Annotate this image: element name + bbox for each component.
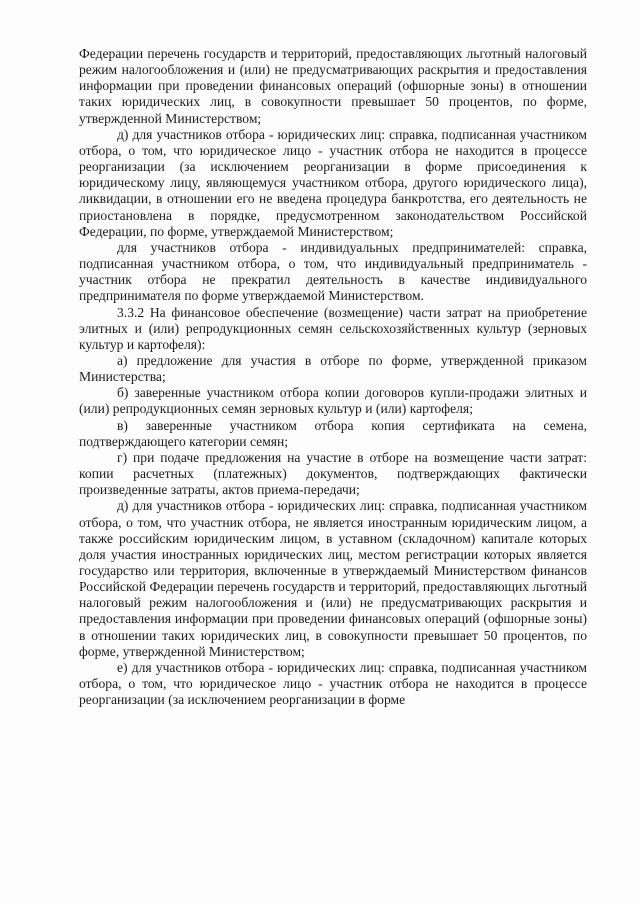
paragraph-item-d-foreign: д) для участников отбора - юридических лиц: справка, подписанная участником отбора, о том, что участник отбора, не является иностранным юридическим лицом, а также российским юридическим лицом, в уставном (складочном) капитале которых доля участия иностранных юридических лиц, местом регистрации которых является государство или территория, включенные в утверждаемый Министерством финансов Российской Федерации перечень государств и территорий, предоставляющих льготный налоговый режим налогообложения и (или) не предусматривающих раскрытия и предоставления информации при проведении финансовых операций (офшорные зоны) в отношении таких юридических лиц, в совокупности превышает 50 процентов, по форме, утвержденной Министерством; (79, 498, 587, 659)
paragraph-section-3-3-2: 3.3.2 На финансовое обеспечение (возмещение) части затрат на приобретение элитных и (или) репродукционных семян сельскохозяйственных культур (зерновых культур и картофеля): (79, 304, 587, 352)
paragraph-item-e: е) для участников отбора - юридических лиц: справка, подписанная участником отбора, о том, что юридическое лицо - участник отбора не находится в процессе реорганизации (за исключением реорганизации в форме (79, 659, 587, 708)
paragraph-item-a: а) предложение для участия в отборе по форме, утвержденной приказом Министерства; (79, 352, 587, 385)
paragraph-item-b: б) заверенные участником отбора копии договоров купли-продажи элитных и (или) репродукционных семян зерновых культур и (или) картофеля; (79, 385, 587, 417)
paragraph-item-v: в) заверенные участником отбора копия сертификата на семена, подтверждающего категории семян; (79, 417, 587, 449)
document-body (79, 46, 587, 708)
paragraph-item-d-legal-entities: д) для участников отбора - юридических лиц: справка, подписанная участником отбора, о том, что юридическое лицо - участник отбора не находится в процессе реорганизации (за исключением реорганизации в форме присоединения к юридическому лицу, являющемуся участником отбора, другого юридического лица), ликвидации, в отношении его не введена процедура банкротства, его деятельность не приостановлена в порядке, предусмотренном законодательством Российской Федерации, по форме, утверждаемой Министерством; (79, 126, 587, 239)
paragraph-continuation: Федерации перечень государств и территорий, предоставляющих льготный налоговый режим налогообложения и (или) не предусматривающих раскрытия и предоставления информации при проведении финансовых операций (офшорные зоны) в отношении таких юридических лиц, в совокупности превышает 50 процентов, по форме, утвержденной Министерством; (79, 46, 587, 126)
paragraph-item-g: г) при подаче предложения на участие в отборе на возмещение части затрат: копии расчетных (платежных) документов, подтверждающих фактически произведенные затраты, актов приема-передачи; (79, 449, 587, 498)
paragraph-individual-entrepreneurs: для участников отбора - индивидуальных предпринимателей: справка, подписанная участником отбора, о том, что индивидуальный предприниматель - участник отбора не прекратил деятельность в качестве индивидуального предпринимателя по форме утверждаемой Министерством. (79, 239, 587, 304)
